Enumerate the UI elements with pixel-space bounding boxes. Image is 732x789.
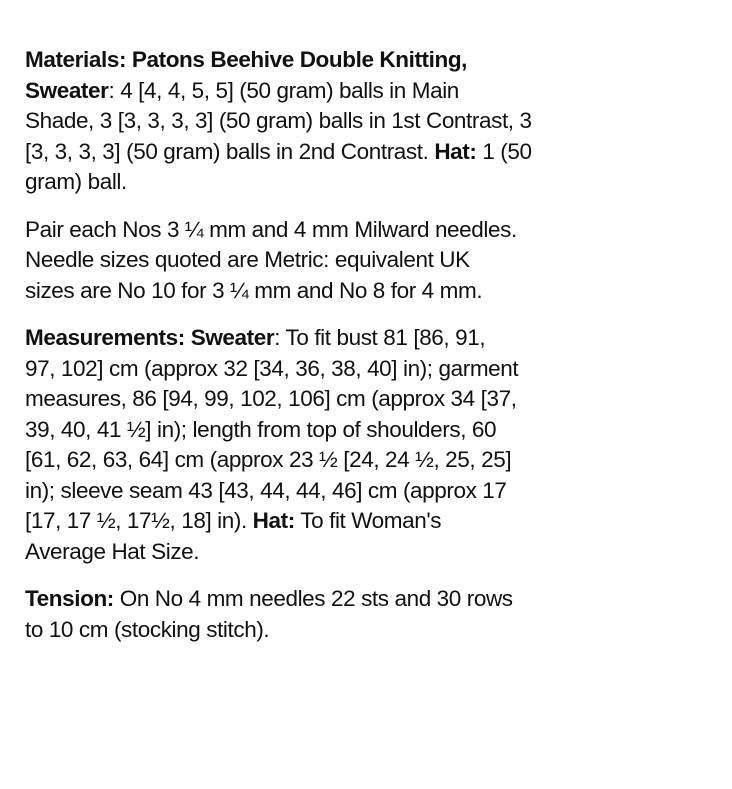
sweater-label: Sweater bbox=[25, 77, 109, 103]
tension-line-1 bbox=[25, 584, 725, 615]
bust-text: : To fit bust 81 [86, 91, bbox=[274, 325, 486, 350]
materials-line-3: Shade, 3 [3, 3, 3, 3] (50 gram) balls in 1st Contrast, 3 bbox=[25, 108, 532, 133]
measurements-line-5: [61, 62, 63, 64] cm (approx 23 ½ [24, 24 ½, 25, 25] bbox=[25, 447, 512, 472]
materials-hat-label: Hat: bbox=[434, 138, 477, 164]
materials-paragraph bbox=[25, 45, 725, 198]
tension-label: Tension: bbox=[25, 586, 114, 611]
needles-line-3: sizes are No 10 for 3 ¼ mm and No 8 for 4 mm. bbox=[25, 277, 483, 303]
knitting-pattern-text bbox=[25, 45, 725, 645]
sleeve-size-text: [17, 17 ½, 17½, 18] in). bbox=[25, 508, 253, 533]
needles-line-1: Pair each Nos 3 ¼ mm and 4 mm Milward needles. bbox=[25, 216, 517, 242]
tension-line-2: to 10 cm (stocking stitch). bbox=[25, 616, 270, 642]
materials-heading: Materials: Patons Beehive Double Knitting, bbox=[25, 47, 468, 72]
measurements-heading: Measurements: Sweater bbox=[25, 325, 275, 350]
second-contrast-text: [3, 3, 3, 3] (50 gram) balls in 2nd Contrast. bbox=[25, 138, 435, 164]
materials-line-4 bbox=[25, 137, 725, 168]
materials-line-2 bbox=[25, 76, 725, 107]
measurements-line-6: in); sleeve seam 43 [43, 44, 44, 46] cm (approx 17 bbox=[25, 477, 507, 503]
needles-paragraph bbox=[25, 215, 725, 307]
hat-fit-text: To fit Woman's bbox=[294, 508, 442, 533]
needles-line-2: Needle sizes quoted are Metric: equivalent UK bbox=[25, 247, 470, 272]
measurements-hat-label: Hat: bbox=[252, 508, 295, 533]
tension-paragraph bbox=[25, 584, 725, 645]
measurements-line-4: 39, 40, 41 ½] in); length from top of shoulders, 60 bbox=[25, 416, 497, 442]
tension-text: On No 4 mm needles 22 sts and 30 rows bbox=[113, 586, 513, 611]
measurements-paragraph bbox=[25, 323, 725, 567]
measurements-line-3: measures, 86 [94, 99, 102, 106] cm (approx 34 [37, bbox=[25, 386, 517, 411]
measurements-line-1 bbox=[25, 323, 725, 354]
hat-balls-text: 1 (50 bbox=[476, 138, 532, 164]
measurements-line-8: Average Hat Size. bbox=[25, 538, 200, 564]
materials-line-5: gram) ball. bbox=[25, 169, 127, 194]
measurements-line-7 bbox=[25, 506, 725, 537]
measurements-line-2: 97, 102] cm (approx 32 [34, 36, 38, 40] in); garment bbox=[25, 355, 519, 381]
sweater-balls-text: : 4 [4, 4, 5, 5] (50 gram) balls in Main bbox=[108, 77, 459, 103]
